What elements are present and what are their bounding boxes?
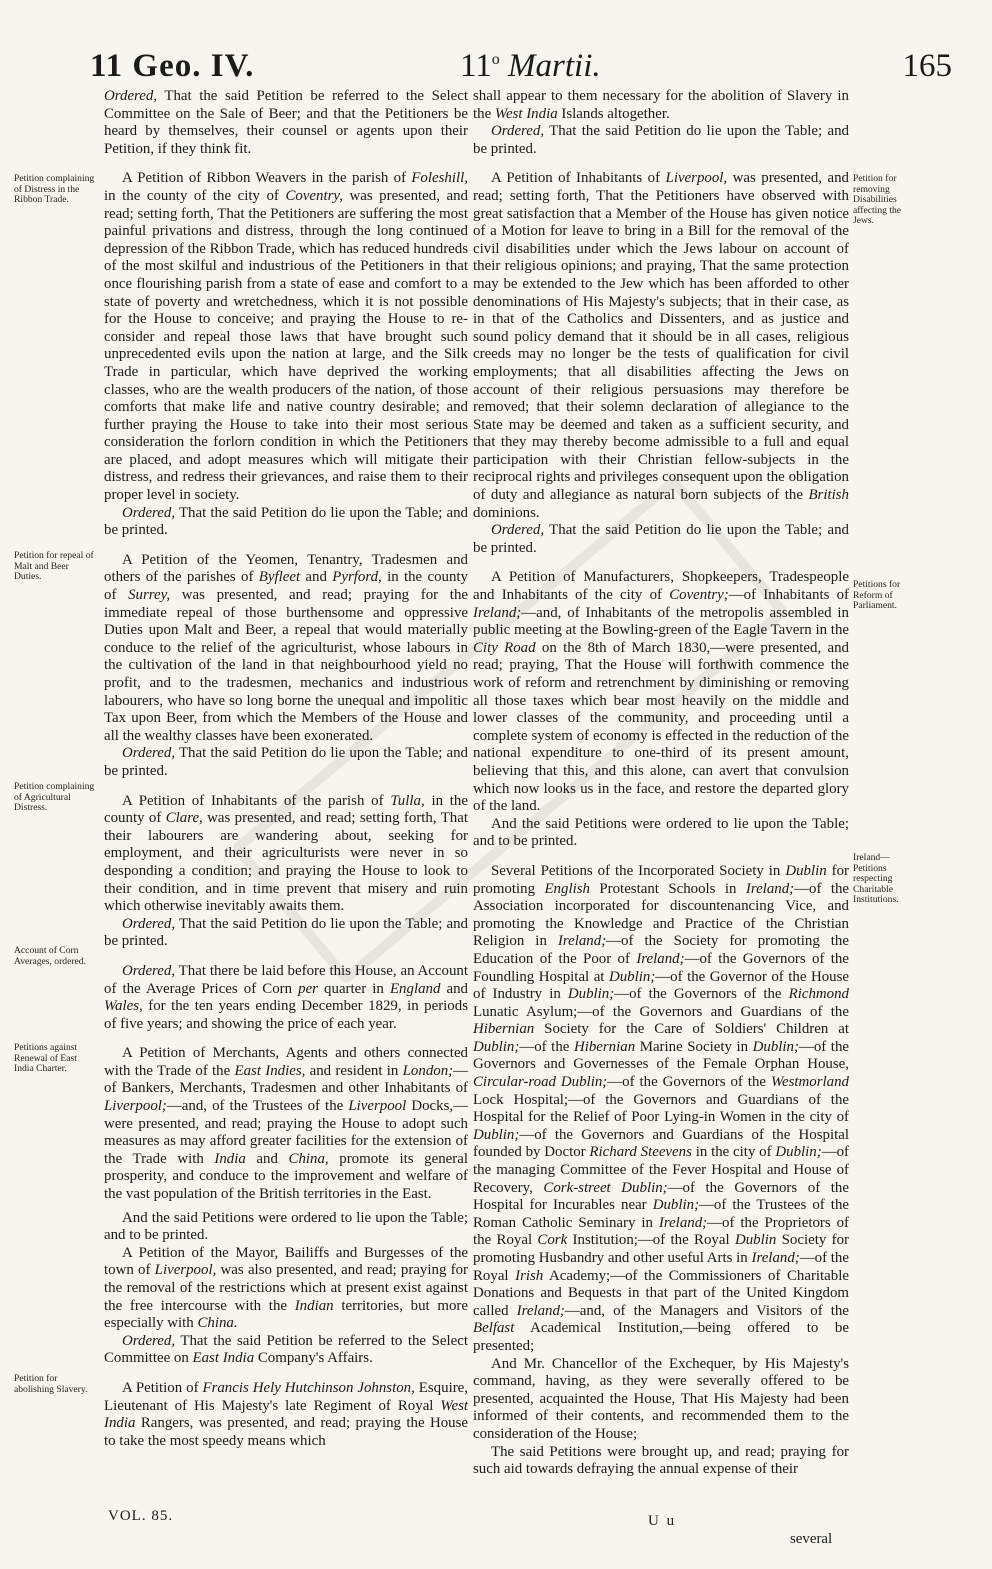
date-ordinal: o xyxy=(491,51,500,68)
margin-note-ireland: Ireland—Petitions respecting Charitable Institutions. xyxy=(853,852,899,905)
margin-note-eastindia: Petitions against Renewal of East India Charter. xyxy=(14,1042,78,1074)
right-column xyxy=(473,88,849,1479)
left-paragraph: A Petition of the Mayor, Bailiffs and Burgesses of the town of Liverpool, was also presented, and read; praying for the removal of the restrictions which at present exist against the free intercourse with the Indian territories, but more especially with China. xyxy=(104,1244,468,1332)
right-paragraph: Ordered, That the said Petition do lie upon the Table; and be printed. xyxy=(473,522,849,556)
left-paragraph: A Petition of Merchants, Agents and others connected with the Trade of the East Indies, and resident in London;—of Bankers, Merchants, Tradesmen and other Inhabitants of Liverpool;—and, of the Trustees of the Liverpool Docks,—were presented, and read; praying the House to adopt such measures as may afford greater facilities for the extension of the Trade with India and China, promote its general prosperity, and conduce to the improvement and welfare of the vast population of the British territories in the East. xyxy=(104,1045,468,1203)
left-paragraph: Ordered, That the said Petition do lie upon the Table; and be printed. xyxy=(104,915,468,950)
margin-note-reform: Petitions for Reform of Parliament. xyxy=(853,579,901,611)
margin-note-ribbon: Petition complaining of Distress in the Ribbon Trade. xyxy=(14,173,95,205)
margin-note-malt: Petition for repeal of Malt and Beer Duties. xyxy=(14,550,94,582)
left-paragraph: A Petition of Ribbon Weavers in the parish of Foleshill, in the county of the city of Coventry, was presented, and read; setting forth, That the Petitioners are suffering the most painful privations and distress, through the long continued depression of the Ribbon Trade, which has reduced hundreds of the most skilful and industrious of the Petitioners in that once flourishing parish from a state of ease and comfort to a state of poverty and wretchedness, which it is not possible for the House to conceive; and praying the House to re-consider and repeal those laws that have brought such unprecedented evils upon the nation at large, and the Silk Trade in particular, which have deprived the working classes, who are the wealth producers of the nation, of those comforts that make life and native country desirable; and further praying the House to take into their most serious consideration the forlorn condition in which the Petitioners are placed, and adopt measures which will mitigate their distress, and redress their grievances, and raise them to their proper level in society. xyxy=(104,170,468,504)
date-heading xyxy=(460,48,601,85)
left-paragraph: A Petition of Francis Hely Hutchinson Johnston, Esquire, Lieutenant of His Majesty's late Regiment of Royal West India Rangers, was presented, and read; praying the House to take the most speedy means which xyxy=(104,1379,469,1449)
right-paragraph: Several Petitions of the Incorporated Society in Dublin for promoting English Protestant Schools in Ireland;—of the Association incorporated for discountenancing Vice, and promoting the Knowledge and Practice of the Christian Religion in Ireland;—of the Society for promoting the Education of the Poor of Ireland;—of the Governors of the Foundling Hospital at Dublin;—of the Governor of the House of Industry in Dublin;—of the Governors of the Richmond Lunatic Asylum;—of the Governors and Guardians of the Hibernian Society for the Care of Soldiers' Children at Dublin;—of the Hibernian Marine Society in Dublin;—of the Governors and Governesses of the Female Orphan House, Circular-road Dublin;—of the Governors of the Westmorland Lock Hospital;—of the Governors and Guardians of the Hospital for the Relief of Poor Lying-in Women in the city of Dublin;—of the Governors and Guardians of the Hospital founded by Doctor Richard Steevens in the city of Dublin;—of the managing Committee of the Fever Hospital and House of Recovery, Cork-street Dublin;—of the Governors of the Hospital for Incurables near Dublin;—of the Trustees of the Roman Catholic Seminary in Ireland;—of the Proprietors of the Royal Cork Institution;—of the Royal Dublin Society for promoting Husbandry and other useful Arts in Ireland;—of the Royal Irish Academy;—of the Commissioners of Charitable Donations and Bequests in that part of the United Kingdom called Ireland;—and, of the Managers and Visitors of the Belfast Academical Institution,—being offered to be presented; xyxy=(473,862,850,1354)
right-paragraph: The said Petitions were brought up, and read; praying for such aid towards defraying the annual expense of their xyxy=(473,1443,849,1478)
right-paragraph: And Mr. Chancellor of the Exchequer, by His Majesty's command, having, as they were severally offered to be presented, acquainted the House, That His Majesty had been informed of their contents, and recommended them to the consideration of the House; xyxy=(473,1355,849,1442)
left-paragraph: Ordered, That the said Petition be referred to the Select Committee on East India Company's Affairs. xyxy=(104,1332,468,1367)
left-column xyxy=(104,88,468,1450)
right-paragraph: Ordered, That the said Petition do lie upon the Table; and be printed. xyxy=(473,123,849,157)
signature-mark: U u xyxy=(648,1513,677,1529)
page-header xyxy=(60,30,952,90)
date-day: 11 xyxy=(460,48,492,84)
left-paragraph: A Petition of the Yeomen, Tenantry, Tradesmen and others of the parishes of Byfleet and Pyrford, in the county of Surrey, was presented, and read; praying for the immediate repeal of those burthensome and oppressive Duties upon Malt and Beer, a repeal that would materially conduce to the relief of the agriculturist, whose labours in the cultivation of the land in that neighbourhood yield no profit, and to the tradesmen, mechanics and industrious labourers, who have so long borne the unequal and impolitic Tax upon Beer, from which the Members of the House and all the wealthy classes have been exonerated. xyxy=(104,551,468,744)
margin-note-agri: Petition complaining of Agricultural Distress. xyxy=(14,781,95,813)
margin-note-corn: Account of Corn Averages, ordered. xyxy=(14,945,87,967)
volume-number: VOL. 85. xyxy=(108,1508,174,1524)
left-paragraph: And the said Petitions were ordered to lie upon the Table; and to be printed. xyxy=(104,1209,468,1244)
left-paragraph: Ordered, That there be laid before this House, an Account of the Average Prices of Corn per quarter in England and Wales, for the ten years ending December 1829, in periods of five years; and showing the price of each year. xyxy=(104,962,468,1032)
margin-note-slavery: Petition for abolishing Slavery. xyxy=(14,1373,88,1395)
left-paragraph: Ordered, That the said Petition do lie upon the Table; and be printed. xyxy=(104,745,468,779)
right-paragraph: And the said Petitions were ordered to lie upon the Table; and to be printed. xyxy=(473,815,849,850)
page-number: 165 xyxy=(902,48,952,84)
left-paragraph: A Petition of Inhabitants of the parish of Tulla, in the county of Clare, was presented, and read; setting forth, That their labourers are wandering about, seeking for employment, and their agriculturists were never in so desponding a condition; and praying the House to look to their condition, and in time prevent that misery and ruin which otherwise inevitably awaits them. xyxy=(104,792,468,915)
left-paragraph: Ordered, That the said Petition be referred to the Select Committee on the Sale of Beer; and that the Petitioners be heard by themselves, their counsel or agents upon their Petition, if they think fit. xyxy=(104,88,468,157)
date-month: Martii. xyxy=(508,48,601,84)
regnal-year: 11 Geo. IV. xyxy=(90,48,255,84)
right-paragraph: A Petition of Inhabitants of Liverpool, was presented, and read; setting forth, That the Petitioners have observed with great satisfaction that a Member of the House has given notice of a Motion for leave to bring in a Bill for the removal of the civil disabilities under which the Jews labour on account of their religious opinions; and praying, That the same protection may be extended to the Jew which has been afforded to other denominations of His Majesty's subjects; that in their case, as in that of the Catholics and Dissenters, and as justice and sound policy demand that it should be in all cases, religious creeds may no longer be the tests of qualification for civil employments; that all disabilities affecting the Jews on account of their religious persuasions may therefore be removed; that their solemn declaration of allegiance to the State may be deemed and taken as a sufficient security, and that they may thereby become admissible to a full and equal participation with their Christian fellow-subjects in the reciprocal rights and privileges consequent upon the obligation of duty and allegiance as natural born subjects of the British dominions. xyxy=(473,170,849,521)
catchword: several xyxy=(790,1531,833,1547)
margin-note-jews: Petition for removing Disabilities affecting the Jews. xyxy=(853,173,902,226)
right-paragraph: A Petition of Manufacturers, Shopkeepers, Tradespeople and Inhabitants of the city of Coventry;—of Inhabitants of Ireland;—and, of Inhabitants of the metropolis assembled in public meeting at the Bowling-green of the Eagle Tavern in the City Road on the 8th of March 1830,—were presented, and read; praying, That the House will forthwith commence the work of reform and retrenchment by diminishing or removing all those taxes which bear most heavily on the middle and lower classes of the community, and proceeding until a complete system of economy is effected in the reduction of the national expenditure to one-third of its present amount, believing that this, and this alone, can avert that convulsion which now looks us in the face, and restore the departed glory of the land. xyxy=(473,569,849,815)
right-paragraph: shall appear to them necessary for the abolition of Slavery in the West India Islands altogether. xyxy=(473,88,849,122)
left-paragraph: Ordered, That the said Petition do lie upon the Table; and be printed. xyxy=(104,504,468,539)
